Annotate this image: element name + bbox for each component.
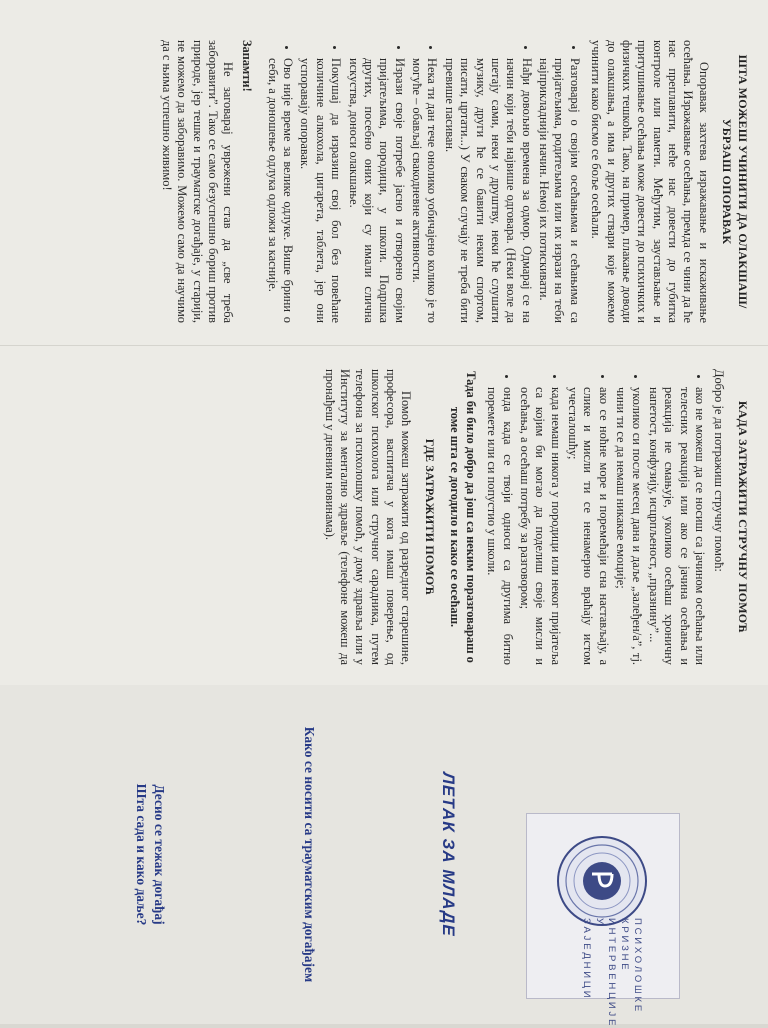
cover-subtitle: Како се носити са трауматским догађајем	[302, 726, 317, 983]
list-item: • уколико си после месец дана и даље „залеђен/а”, тј. чини ти се да немаш никакве емоције;	[613, 387, 644, 665]
list-item: • ако се ноћне море и поремећаји сна настављају, а слике и мисли ти се ненамерно враћају истом учесталошћу;	[565, 387, 611, 665]
recovery-list	[264, 40, 582, 323]
leaflet-title: ЛЕТАК ЗА МЛАДЕ	[439, 772, 458, 937]
panel-cover	[0, 685, 768, 1028]
recovery-intro: Опоравак захтева изражавање и искаживање осећања. Изражавање осећања, премда се чини да ће нас преплавити, неће нас довести до губитка контроле или памети. Међутим, заустављање и притушивање осећања може довести до психичких и физичких тешкоћа. Тако, на пример, плакање доводи до олакшања, а има и других ствари које можемо учинити како бисмо се боље осећали.	[589, 40, 711, 323]
organization-name	[579, 918, 643, 1028]
organization-name-line: КРИЗНЕ	[619, 918, 631, 973]
list-item: • када немаш никога у породици или неког пријатеља са којим би могао да поделиш своје мисли и осећања, а осећаш потребу за разговором;	[517, 387, 563, 665]
list-item: • Изрази своје потребе јасно и отворено својим пријатељима, породици, у школи. Подршка других, посебно оних који су имали слична искуства, доноси олакшање.	[345, 58, 407, 323]
cover-question	[133, 725, 168, 984]
list-item: • Нека ти дан тече онолико уобичајено колико је то могуће – обављај свакодневне активности.	[409, 58, 440, 323]
recovery-title: ШТА МОЖЕШ УЧИНИТИ ДА ОЛАКШАШ/УБРЗАШ ОПОРАВАК	[720, 54, 750, 309]
organization-name-line: ИНТЕРВЕНЦИЈЕ	[606, 918, 618, 1028]
list-item: • онда када се твоји односи са другима битно поремете или си попустио у школи.	[484, 387, 515, 665]
organization-logo-box	[526, 813, 680, 1028]
list-item: • ако не можеш да се носиш са јачином осећања или телесних реакција или ако се јачина осећања и реакција не смањује, уколико осећаш хроничну напетост, конфузију, исцрпљеност, „празнину”...	[646, 387, 708, 665]
where-help-text: Помоћ можеш затражити од разредног старешине, професора, васпитача у кога имаш поверење, од школског психолога или стручног сарадника, путем телефона за психолошку помоћ, у дому здравља или у Институту за ментално здравље (телефоне можеш да пронађеш у дневним новинама).	[322, 369, 414, 665]
where-help-title: ГДЕ ЗАТРАЖИТИ ПОМОЋ	[423, 438, 438, 596]
remember-text: Не заговарај уврежени став да „све треба заборавити”. Тако се само безуспешно бориш против природе, јер тешке и трауматске догађаје, у старији, не можемо да заборавимо. Можемо само да научимо да с њима успешно живимо!	[159, 40, 236, 323]
talk-note: Тада би било добро да још са неким поразговараш о томе шта се догодило и како се осећаш.	[448, 371, 478, 663]
organization-name-line: ПСИХОЛОШКЕ	[632, 918, 643, 1015]
cover-question-line: Десио се тежак догађај	[152, 784, 167, 925]
panel-professional-help	[0, 345, 768, 685]
list-item: • Покушај да изразиш свој бол без повећане количине алкохола, цигарета, таблета, јер они успоравају опоравак.	[297, 58, 343, 323]
list-item: • Нађи довољно времена за одмор. Одмарај се на начин који теби највише одговара. (Неки воле да шетају сами, неки у друштву, неки ће слушати музику, други ће се бавити неким спортом, писати, цртати...) У сваком случају не треба бити превише пасиван.	[441, 58, 533, 323]
list-item: • Ово није време за велике одлуке. Више брини о себи, а доношење одлука одложи за касније.	[264, 58, 295, 323]
professional-help-list	[484, 369, 707, 665]
cover-question-line: Шта сада и како даље?	[134, 783, 150, 926]
organization-name-line: У ЗАЈЕДНИЦИ	[580, 918, 605, 1001]
panel-recovery	[0, 0, 768, 345]
list-item: • Разговарај о својим осећањима и сећањима са пријатељима, родитељима или их изрази на теби најприкладнији начин. Немој их потискивати.	[536, 58, 582, 323]
remember-label: Запамти!	[240, 40, 255, 92]
professional-help-lead: Добро је да потражиш стручну помоћ:	[712, 369, 727, 572]
organization-logo-icon	[555, 834, 649, 928]
professional-help-title: КАДА ЗАТРАЖИТИ СТРУЧНУ ПОМОЋ	[736, 400, 750, 634]
